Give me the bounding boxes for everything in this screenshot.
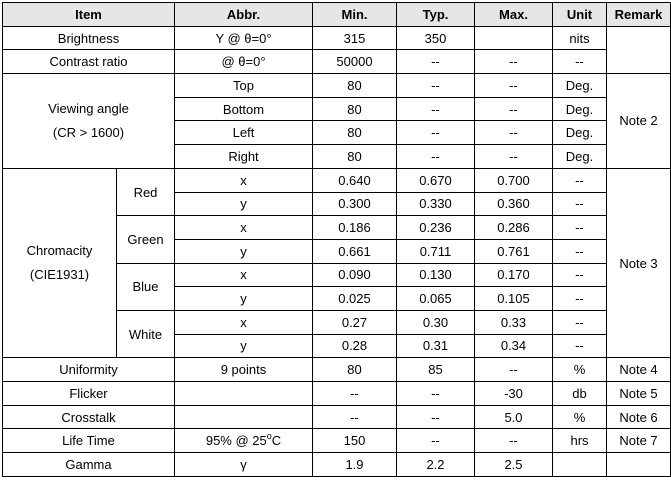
cell-abbr: Y @ θ=0° <box>175 26 313 50</box>
row-crosstalk <box>3 405 671 429</box>
cell-abbr: y <box>175 287 313 311</box>
cell-item: Gamma <box>3 453 175 477</box>
row-red-x <box>3 168 671 192</box>
cell-typ: -- <box>397 97 475 121</box>
chromacity-label: Chromacity <box>26 243 93 259</box>
cell-min: 0.025 <box>313 287 397 311</box>
header-max: Max. <box>475 3 553 27</box>
cell-unit: -- <box>553 168 607 192</box>
cell-remark: Note 6 <box>607 405 671 429</box>
cell-unit: % <box>553 405 607 429</box>
cell-max: -- <box>475 429 553 453</box>
cell-typ: 0.065 <box>397 287 475 311</box>
cell-abbr <box>175 382 313 406</box>
viewing-angle-label: Viewing angle <box>48 100 129 116</box>
cell-min: -- <box>313 405 397 429</box>
cell-typ: 2.2 <box>397 453 475 477</box>
cell-min: 0.27 <box>313 310 397 334</box>
cell-abbr <box>175 405 313 429</box>
cell-abbr: y <box>175 192 313 216</box>
cell-typ: 350 <box>397 26 475 50</box>
cell-remark: Note 7 <box>607 429 671 453</box>
cell-abbr: x <box>175 168 313 192</box>
cell-max: -- <box>475 50 553 74</box>
cell-unit: -- <box>553 216 607 240</box>
row-flicker <box>3 382 671 406</box>
cell-unit: nits <box>553 26 607 50</box>
degree-mark: o <box>266 431 272 442</box>
cell-unit: -- <box>553 287 607 311</box>
cell-unit: Deg. <box>553 97 607 121</box>
cell-max: -- <box>475 121 553 145</box>
cell-max: -- <box>475 358 553 382</box>
cell-abbr: 9 points <box>175 358 313 382</box>
cell-max: 2.5 <box>475 453 553 477</box>
cell-unit: -- <box>553 310 607 334</box>
cell-unit: -- <box>553 192 607 216</box>
cell-min: 80 <box>313 145 397 169</box>
cell-color-green: Green <box>117 216 175 263</box>
cell-max: 5.0 <box>475 405 553 429</box>
cell-typ: -- <box>397 429 475 453</box>
cell-max: 0.286 <box>475 216 553 240</box>
cell-abbr: γ <box>175 453 313 477</box>
cell-unit: Deg. <box>553 121 607 145</box>
cell-abbr: x <box>175 310 313 334</box>
lifetime-unit-c: C <box>271 433 282 449</box>
cell-unit: Deg. <box>553 145 607 169</box>
cell-unit <box>553 453 607 477</box>
cell-min: 0.186 <box>313 216 397 240</box>
header-item: Item <box>3 3 175 27</box>
cell-remark: Note 3 <box>607 168 671 358</box>
header-unit: Unit <box>553 3 607 27</box>
cell-item: Uniformity <box>3 358 175 382</box>
viewing-angle-condition: (CR > 1600) <box>52 124 125 140</box>
cell-min: 0.661 <box>313 239 397 263</box>
cell-remark-empty <box>607 26 671 73</box>
lifetime-condition: 95% @ 25 <box>205 433 267 449</box>
cell-remark: Note 4 <box>607 358 671 382</box>
cell-item: Life Time <box>3 429 175 453</box>
cell-typ: -- <box>397 382 475 406</box>
cell-max: 0.170 <box>475 263 553 287</box>
cell-abbr: Bottom <box>175 97 313 121</box>
cell-max: -- <box>475 74 553 98</box>
row-gamma <box>3 453 671 477</box>
cell-color-blue: Blue <box>117 263 175 310</box>
cell-typ: 0.236 <box>397 216 475 240</box>
cell-min: -- <box>313 382 397 406</box>
cell-max: 0.105 <box>475 287 553 311</box>
cell-typ: -- <box>397 50 475 74</box>
cell-min: 80 <box>313 97 397 121</box>
header-abbr: Abbr. <box>175 3 313 27</box>
cell-min: 1.9 <box>313 453 397 477</box>
cell-min: 315 <box>313 26 397 50</box>
cell-typ: 85 <box>397 358 475 382</box>
cell-remark <box>607 453 671 477</box>
cell-typ: -- <box>397 145 475 169</box>
header-remark: Remark <box>607 3 671 27</box>
cell-abbr <box>175 429 313 453</box>
cell-unit: -- <box>553 263 607 287</box>
cell-abbr: Top <box>175 74 313 98</box>
cell-min: 50000 <box>313 50 397 74</box>
row-contrast <box>3 50 671 74</box>
cell-abbr: x <box>175 263 313 287</box>
cell-viewing-angle <box>3 74 175 169</box>
cell-min: 0.640 <box>313 168 397 192</box>
cell-abbr: Right <box>175 145 313 169</box>
chromacity-standard: (CIE1931) <box>29 267 90 283</box>
header-typ: Typ. <box>397 3 475 27</box>
cell-remark: Note 5 <box>607 382 671 406</box>
cell-max: -- <box>475 145 553 169</box>
cell-max: 0.700 <box>475 168 553 192</box>
cell-min: 80 <box>313 358 397 382</box>
cell-min: 0.28 <box>313 334 397 358</box>
cell-max: 0.33 <box>475 310 553 334</box>
cell-abbr: @ θ=0° <box>175 50 313 74</box>
cell-max <box>475 26 553 50</box>
cell-item: Brightness <box>3 26 175 50</box>
cell-typ: 0.30 <box>397 310 475 334</box>
cell-max: 0.360 <box>475 192 553 216</box>
cell-min: 0.090 <box>313 263 397 287</box>
cell-typ: 0.31 <box>397 334 475 358</box>
cell-max: 0.761 <box>475 239 553 263</box>
cell-unit: % <box>553 358 607 382</box>
cell-abbr: x <box>175 216 313 240</box>
cell-item: Flicker <box>3 382 175 406</box>
cell-item: Contrast ratio <box>3 50 175 74</box>
optical-spec-table <box>2 2 671 477</box>
cell-color-white: White <box>117 310 175 357</box>
cell-max: -30 <box>475 382 553 406</box>
cell-unit: Deg. <box>553 74 607 98</box>
cell-min: 80 <box>313 121 397 145</box>
cell-max: -- <box>475 97 553 121</box>
cell-typ: 0.130 <box>397 263 475 287</box>
cell-unit: db <box>553 382 607 406</box>
cell-typ: -- <box>397 121 475 145</box>
cell-typ: 0.711 <box>397 239 475 263</box>
cell-unit: -- <box>553 239 607 263</box>
cell-min: 80 <box>313 74 397 98</box>
cell-color-red: Red <box>117 168 175 215</box>
cell-min: 150 <box>313 429 397 453</box>
cell-remark: Note 2 <box>607 74 671 169</box>
cell-unit: hrs <box>553 429 607 453</box>
cell-unit: -- <box>553 334 607 358</box>
cell-abbr: y <box>175 239 313 263</box>
cell-typ: 0.330 <box>397 192 475 216</box>
cell-unit: -- <box>553 50 607 74</box>
cell-abbr: Left <box>175 121 313 145</box>
cell-typ: 0.670 <box>397 168 475 192</box>
header-row <box>3 3 671 27</box>
row-viewing-top <box>3 74 671 98</box>
row-uniformity <box>3 358 671 382</box>
cell-typ: -- <box>397 405 475 429</box>
cell-item: Crosstalk <box>3 405 175 429</box>
cell-chromacity <box>3 168 117 358</box>
cell-min: 0.300 <box>313 192 397 216</box>
row-brightness <box>3 26 671 50</box>
cell-typ: -- <box>397 74 475 98</box>
row-lifetime <box>3 429 671 453</box>
cell-abbr: y <box>175 334 313 358</box>
cell-max: 0.34 <box>475 334 553 358</box>
header-min: Min. <box>313 3 397 27</box>
